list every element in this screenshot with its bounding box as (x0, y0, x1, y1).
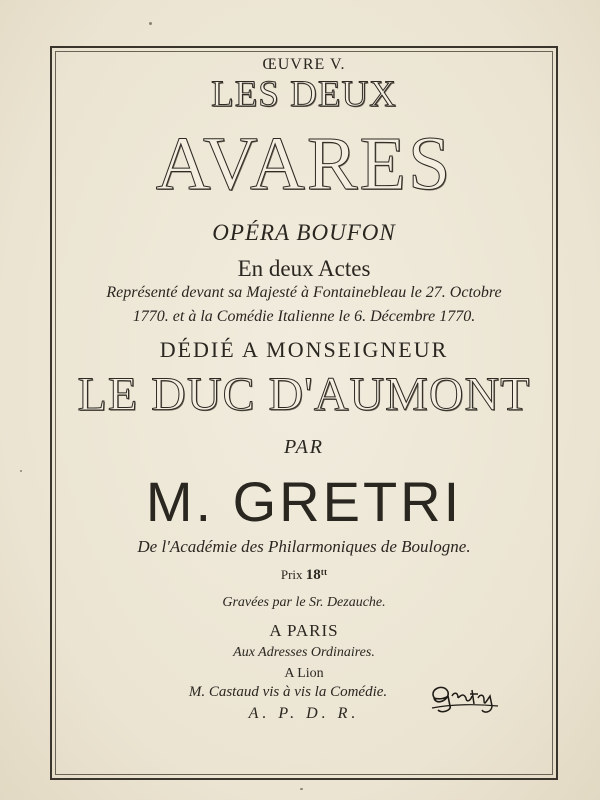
title-avares: AVARES (155, 122, 453, 206)
engraver-line: Gravées par le Sr. Dezauche. (222, 595, 386, 610)
paper-speck (149, 22, 152, 25)
academy-affiliation: De l'Académie des Philarmoniques de Boulogne. (137, 537, 471, 556)
price-value: 18ᵗᵗ (305, 567, 328, 583)
dedicatee-name: LE DUC D'AUMONT (77, 368, 531, 421)
paper-speck (300, 788, 303, 790)
performance-line-2: 1770. et à la Comédie Italienne le 6. Décembre 1770. (132, 308, 476, 325)
lyon-seller: M. Castaud vis à vis la Comédie. (188, 684, 388, 700)
publisher-city: A PARIS (269, 621, 339, 640)
composer-name: M. GRETRI (145, 470, 463, 533)
second-city: A Lion (284, 666, 324, 681)
price-label: Prix (280, 567, 303, 582)
par-label: PAR (283, 436, 325, 458)
performance-line-1: Représenté devant sa Majesté à Fontainebleau le 27. Octobre (106, 284, 502, 301)
paper-speck (20, 470, 22, 472)
dedication-line: DÉDIÉ A MONSEIGNEUR (159, 337, 449, 362)
publisher-addresses: Aux Adresses Ordinaires. (233, 645, 375, 660)
opus-number: ŒUVRE V. (262, 56, 346, 73)
genre-opera-boufon: OPÉRA BOUFON (212, 220, 396, 245)
privilege-mark: A. P. D. R. (248, 705, 360, 722)
title-line-les-deux: LES DEUX (211, 74, 397, 115)
price-line (56, 568, 552, 583)
acts-count: En deux Actes (237, 256, 371, 281)
